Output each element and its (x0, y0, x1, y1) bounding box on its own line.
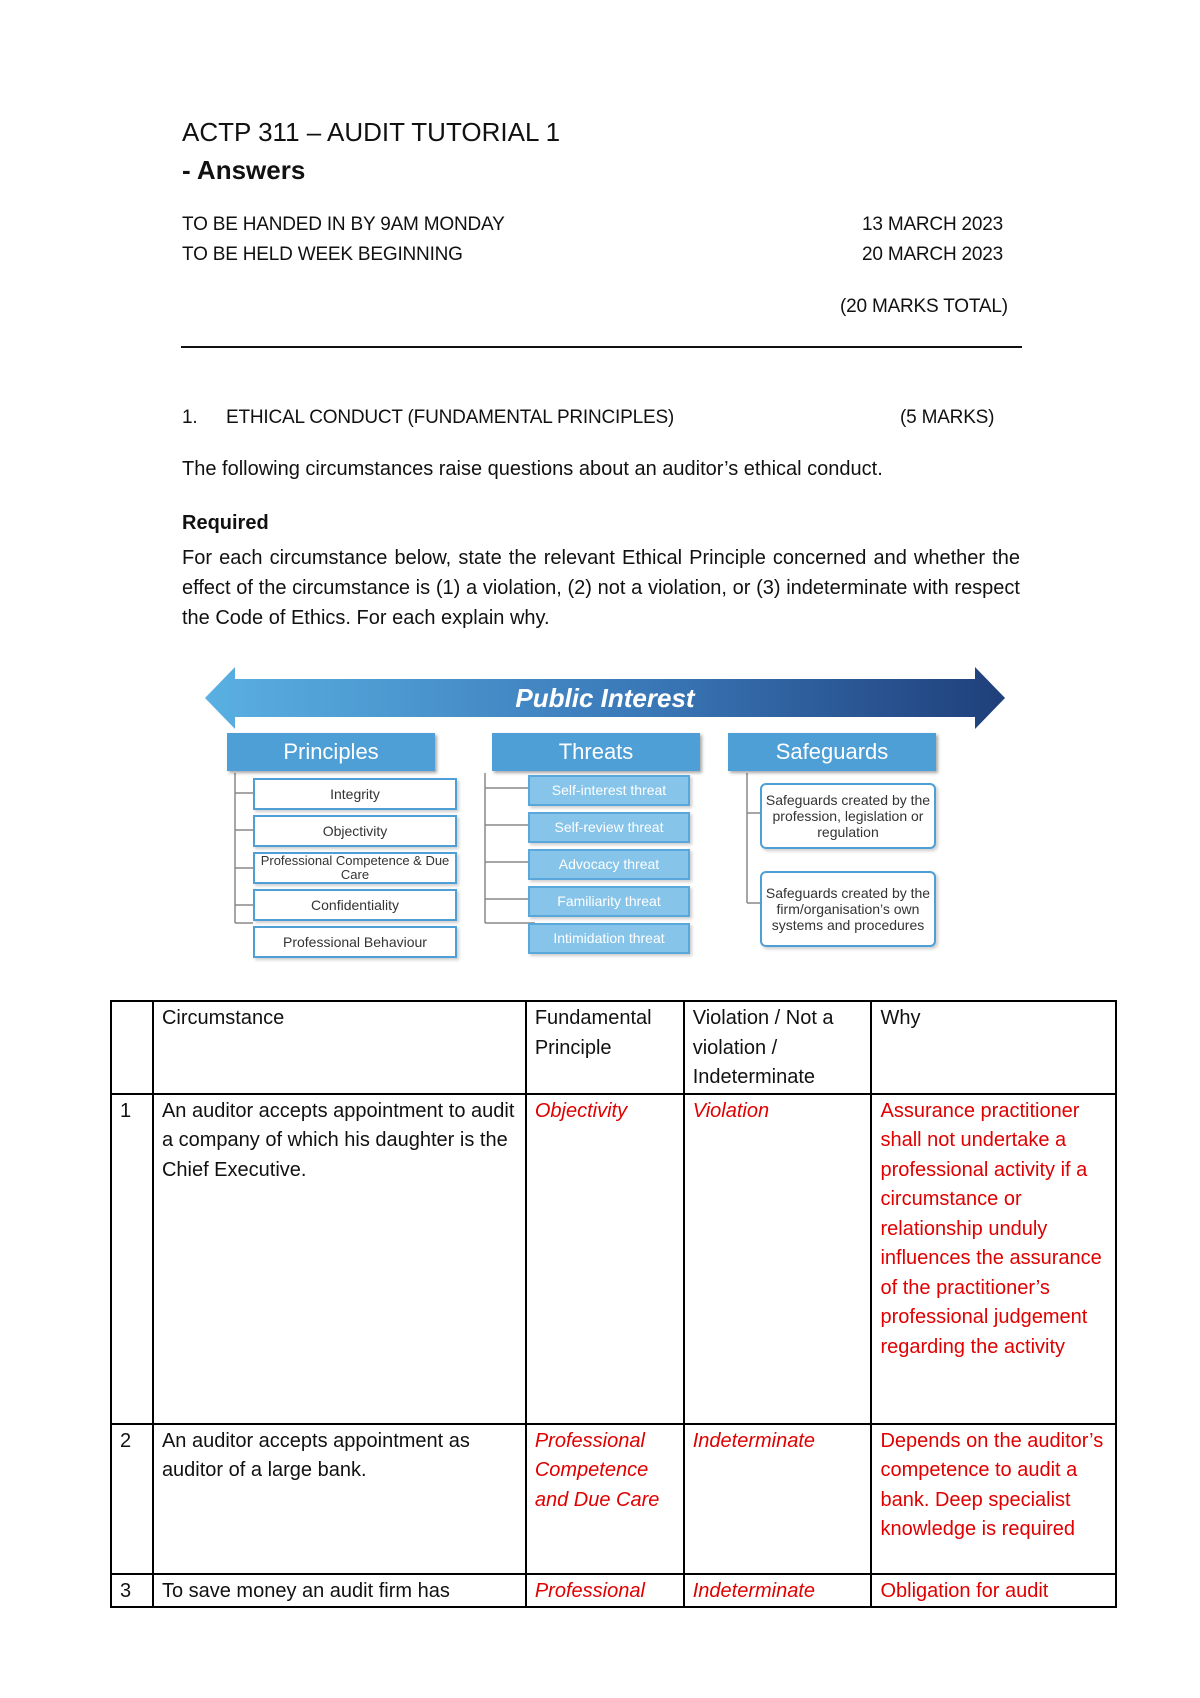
total-marks: (20 MARKS TOTAL) (840, 296, 1008, 317)
header-divider (181, 346, 1022, 348)
row-circumstance: To save money an audit firm has (153, 1574, 526, 1608)
header-circumstance: Circumstance (153, 1001, 526, 1094)
circumstances-table (110, 1000, 1117, 1608)
principles-heading: Principles (227, 733, 435, 771)
safeguard-profession-label: Safeguards created by the profession, legislation or regulation (765, 792, 931, 840)
row-violation: Indeterminate (684, 1424, 872, 1574)
principle-confidentiality: Confidentiality (253, 889, 457, 921)
header-why: Why (871, 1001, 1116, 1094)
threat-self-interest: Self-interest threat (528, 775, 690, 806)
principle-integrity: Integrity (253, 778, 457, 810)
principle-competence (253, 852, 457, 884)
principle-objectivity: Objectivity (253, 815, 457, 847)
table-row (111, 1424, 1116, 1574)
handed-in-date: 13 MARCH 2023 (862, 214, 1004, 235)
table-row (111, 1574, 1116, 1608)
section-heading: ETHICAL CONDUCT (FUNDAMENTAL PRINCIPLES) (226, 407, 675, 428)
row-circumstance: An auditor accepts appointment as auditor of a large bank. (153, 1424, 526, 1574)
row-principle: Objectivity (526, 1094, 684, 1424)
header-num-cell (111, 1001, 153, 1094)
row-number: 1 (111, 1094, 153, 1424)
row-circumstance: An auditor accepts appointment to audit a company of which his daughter is the Chief Executive. (153, 1094, 526, 1424)
row-number: 3 (111, 1574, 153, 1608)
row-violation: Indeterminate (684, 1574, 872, 1608)
row-number: 2 (111, 1424, 153, 1574)
held-label: TO BE HELD WEEK BEGINNING (182, 244, 463, 265)
header-violation: Violation / Not a violation / Indeterminate (684, 1001, 872, 1094)
row-why: Obligation for audit (871, 1574, 1116, 1608)
held-date: 20 MARCH 2023 (862, 244, 1004, 265)
section-marks: (5 MARKS) (900, 407, 995, 428)
required-text: For each circumstance below, state the relevant Ethical Principle concerned and whether the effect of the circumstance is (1) a violation, (2) not a violation, or (3) indeterminate with respect the Code of Ethics. For each explain why. (182, 547, 1020, 629)
threat-advocacy: Advocacy threat (528, 849, 690, 880)
document-title-line2: - Answers (182, 155, 306, 185)
row-why: Assurance practitioner shall not undertake a professional activity if a circumstance or relationship unduly influences the assurance of the practitioner’s professional judgement regarding the activity (871, 1094, 1116, 1424)
row-why: Depends on the auditor’s competence to audit a bank. Deep specialist knowledge is required (871, 1424, 1116, 1574)
section-number: 1. (182, 407, 198, 428)
safeguard-firm (760, 871, 936, 947)
principle-behaviour: Professional Behaviour (253, 926, 457, 958)
header-principle: Fundamental Principle (526, 1001, 684, 1094)
principle-competence-label: Professional Competence & Due Care (260, 853, 450, 882)
public-interest-label: Public Interest (515, 683, 695, 713)
table-row (111, 1094, 1116, 1424)
row-violation: Violation (684, 1094, 872, 1424)
row-principle: Professional Competence and Due Care (526, 1424, 684, 1574)
safeguard-profession (760, 783, 936, 849)
handed-in-label: TO BE HANDED IN BY 9AM MONDAY (182, 214, 505, 235)
required-label: Required (182, 512, 269, 534)
threat-intimidation: Intimidation threat (528, 923, 690, 954)
document-title-line1: ACTP 311 – AUDIT TUTORIAL 1 (182, 117, 561, 147)
section-intro: The following circumstances raise questions about an auditor’s ethical conduct. (182, 458, 883, 480)
safeguard-firm-label: Safeguards created by the firm/organisation’s own systems and procedures (765, 885, 931, 933)
safeguards-heading: Safeguards (728, 733, 936, 771)
threat-self-review: Self-review threat (528, 812, 690, 843)
threats-heading: Threats (492, 733, 700, 771)
ethics-framework-diagram (205, 663, 1005, 963)
table-header-row (111, 1001, 1116, 1094)
row-principle: Professional (526, 1574, 684, 1608)
threat-familiarity: Familiarity threat (528, 886, 690, 917)
